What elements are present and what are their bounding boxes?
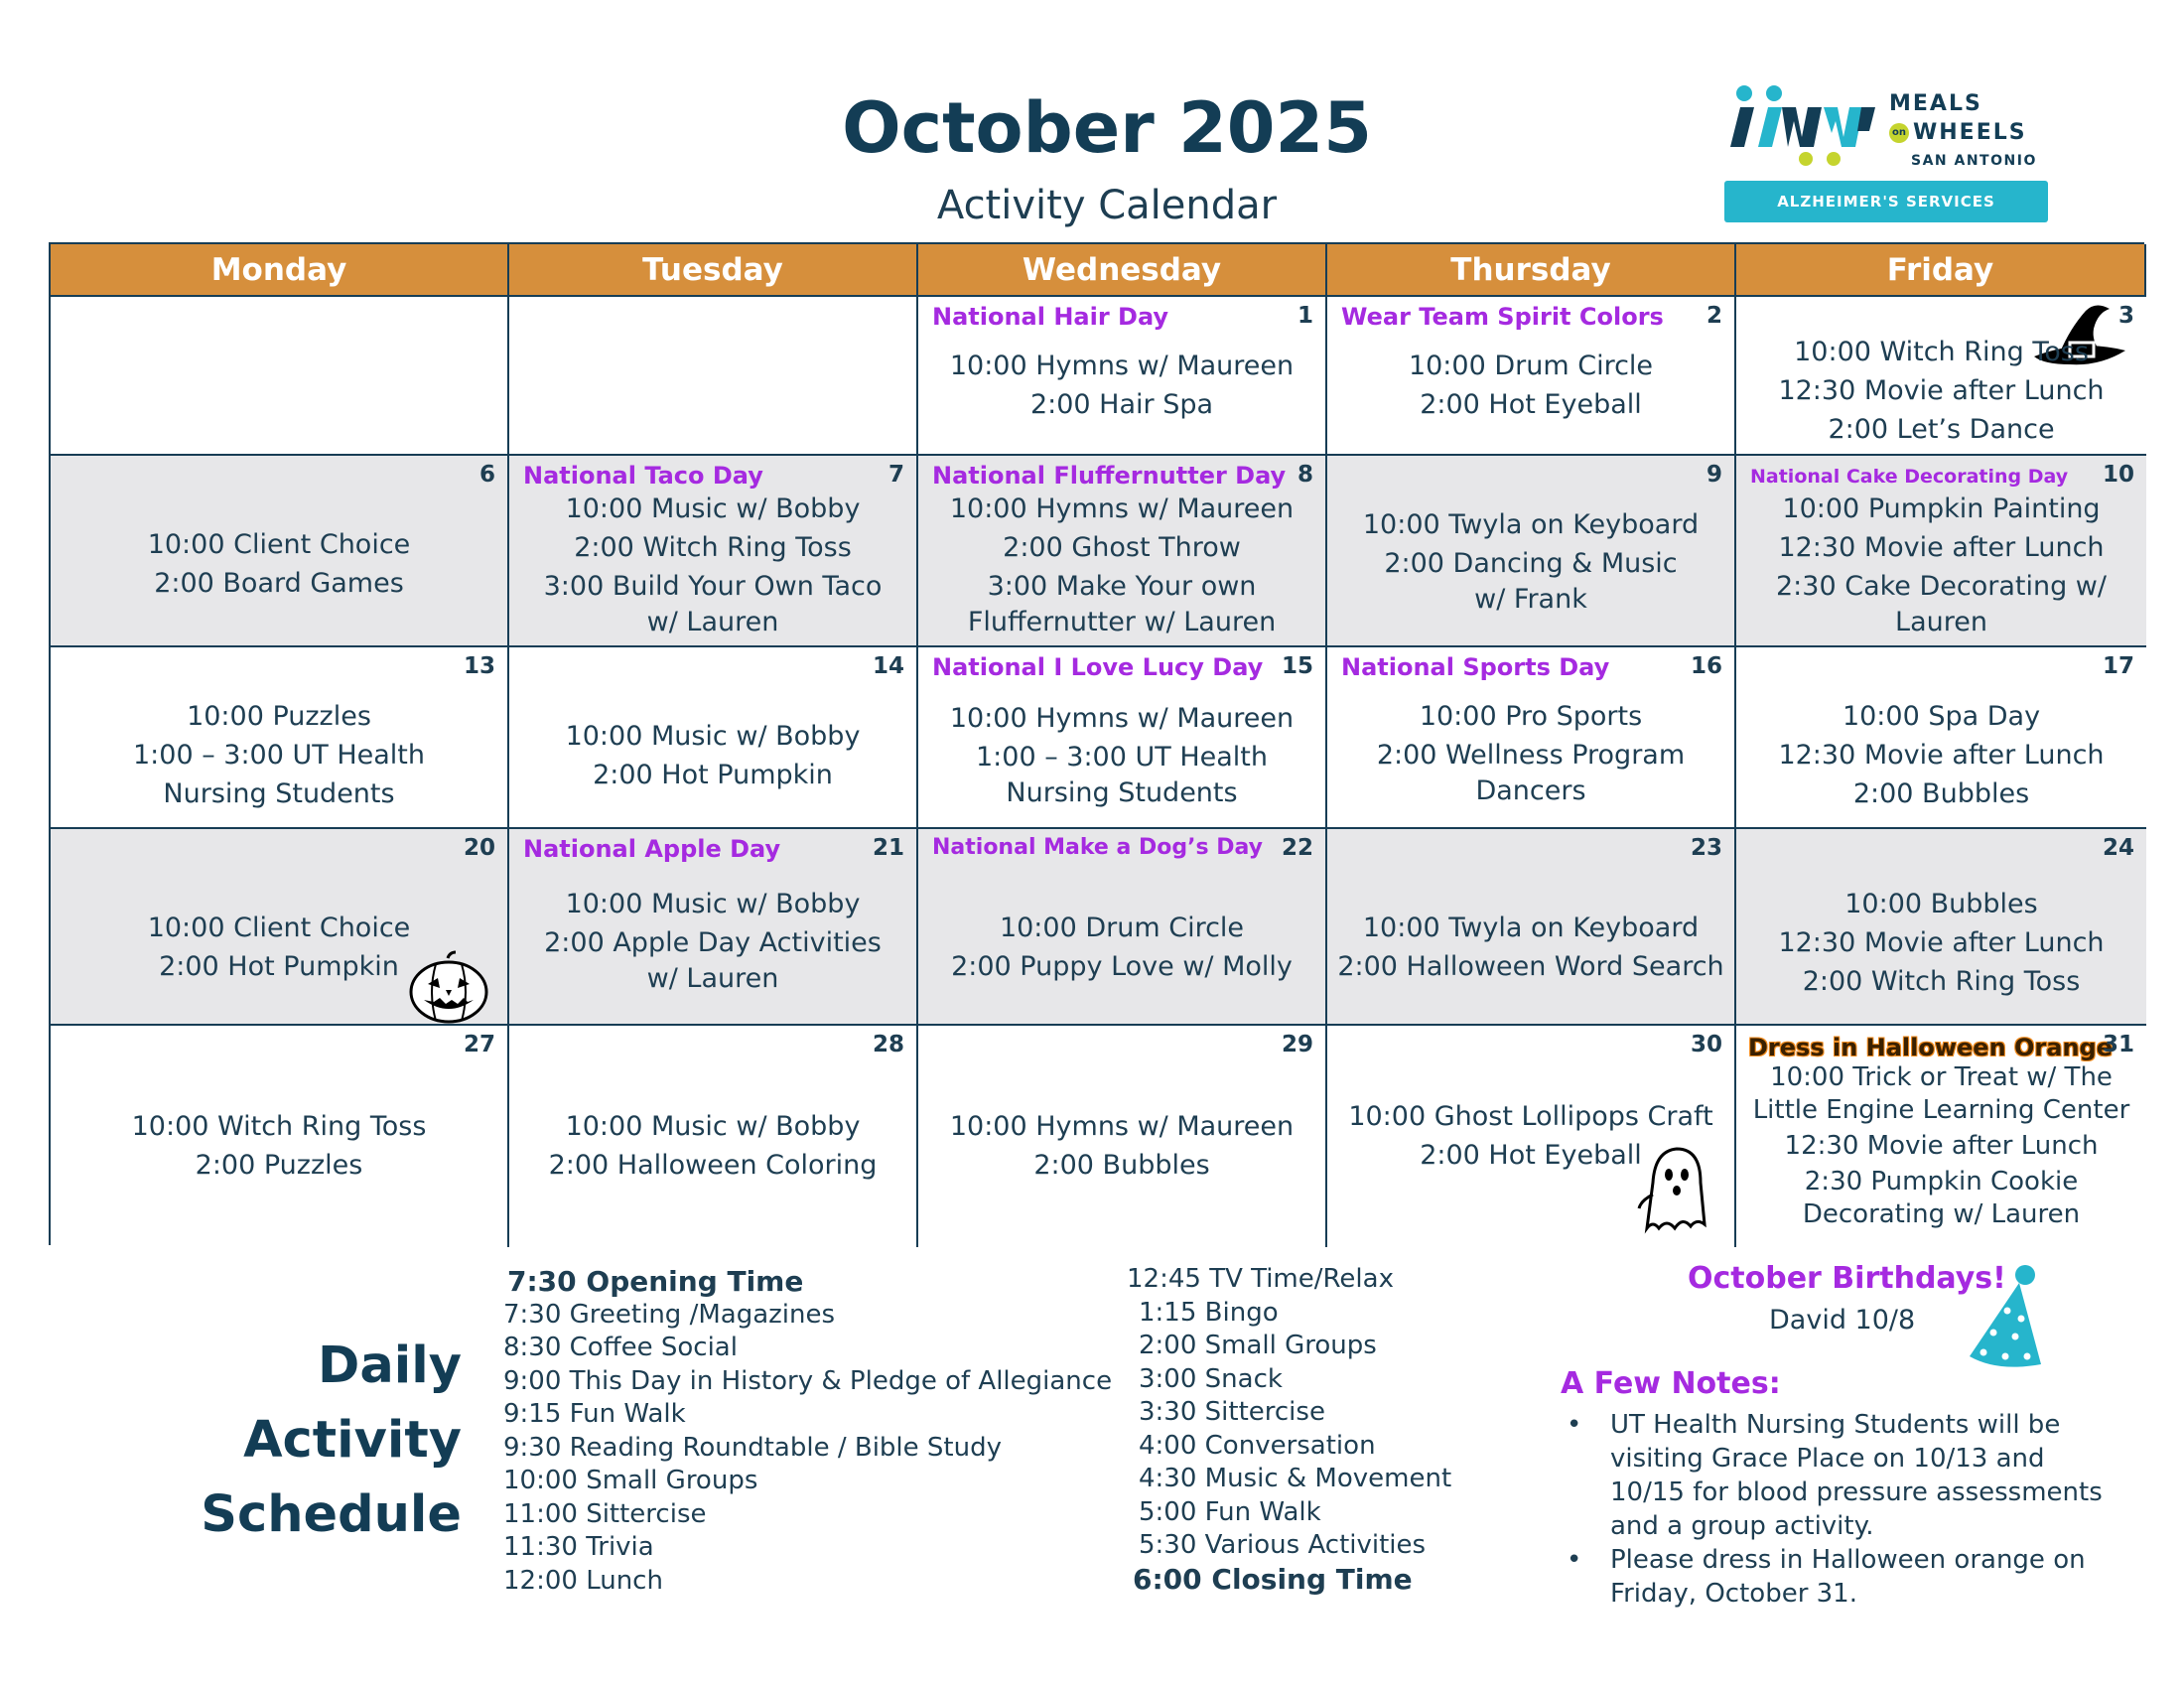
- special-day-label: Dress in Halloween Orange: [1748, 1034, 2113, 1061]
- activity-list: 10:00 Twyla on Keyboard 2:00 Halloween Word Search: [1337, 913, 1724, 982]
- schedule-item: 4:30 Music & Movement: [1139, 1464, 1452, 1493]
- schedule-item: 3:00 Snack: [1139, 1363, 1283, 1394]
- day-cell-30: [1327, 1026, 1736, 1247]
- day-cell-2: [1327, 297, 1736, 456]
- schedule-item: 12:45 TV Time/Relax: [1127, 1264, 1394, 1294]
- schedule-item: 5:00 Fun Walk: [1139, 1496, 1321, 1527]
- schedule-item: 1:15 Bingo: [1139, 1297, 1279, 1328]
- note-item: • Please dress in Halloween orange on Friday, October 31.: [1567, 1545, 2086, 1609]
- calendar-grid: [49, 242, 2144, 1245]
- schedule-item: 9:00 This Day in History & Pledge of Allegiance: [503, 1365, 1113, 1396]
- day-cell-1: [918, 297, 1327, 456]
- meals-on-wheels-logo-icon: [1722, 83, 1881, 169]
- day-cell-13: [51, 647, 509, 829]
- day-number: 15: [1281, 653, 1313, 679]
- day-number: 31: [2102, 1032, 2134, 1057]
- day-cell-17: [1736, 647, 2146, 829]
- activity-list: 10:00 Drum Circle 2:00 Puppy Love w/ Molly: [951, 913, 1293, 982]
- day-cell-21: [509, 829, 918, 1026]
- schedule-item: 10:00 Small Groups: [503, 1466, 758, 1495]
- day-number: 1: [1297, 303, 1313, 329]
- activity-list: 10:00 Client Choice 2:00 Board Games: [147, 529, 411, 599]
- daily-schedule-morning: [503, 1265, 1112, 1598]
- activity-list: 10:00 Hymns w/ Maureen 2:00 Ghost Throw 3:00 Make Your own Fluffernutter w/ Lauren: [949, 493, 1295, 637]
- special-day-label: National Make a Dog’s Day: [932, 835, 1264, 860]
- day-number: 2: [1706, 303, 1722, 329]
- activity-list: 10:00 Puzzles 1:00 – 3:00 UT Health Nursing Students: [132, 701, 425, 809]
- special-day-label: National Sports Day: [1341, 653, 1610, 681]
- weekday-header-monday: Monday: [51, 244, 509, 297]
- day-cell-9: [1327, 456, 1736, 647]
- day-number: 10: [2102, 462, 2134, 488]
- schedule-item: 2:00 Small Groups: [1139, 1331, 1377, 1360]
- activity-list: 10:00 Witch Ring Toss 12:30 Movie after Lunch 2:00 Let’s Dance: [1778, 337, 2105, 445]
- day-number: 23: [1690, 835, 1722, 861]
- day-cell-empty: [51, 297, 509, 456]
- day-number: 28: [872, 1032, 904, 1057]
- activity-list: 10:00 Ghost Lollipops Craft 2:00 Hot Eyeball: [1348, 1101, 1713, 1171]
- birthday-entry: David 10/8: [1769, 1305, 1916, 1336]
- day-cell-27: [51, 1026, 509, 1247]
- weekday-header-tuesday: Tuesday: [509, 244, 918, 297]
- weekday-header-friday: Friday: [1736, 244, 2146, 297]
- weekday-header-thursday: Thursday: [1327, 244, 1736, 297]
- activity-list: 10:00 Client Choice 2:00 Hot Pumpkin: [147, 913, 411, 982]
- day-number: 24: [2102, 835, 2134, 861]
- day-number: 27: [463, 1032, 495, 1057]
- closing-time: 6:00 Closing Time: [1133, 1562, 1413, 1596]
- notes-title: A Few Notes:: [1561, 1366, 1781, 1401]
- special-day-label: National Fluffernutter Day: [932, 462, 1287, 490]
- day-number: 3: [2117, 303, 2134, 329]
- birthdays-title: October Birthdays!: [1688, 1261, 2006, 1296]
- notes-list: [1561, 1408, 2116, 1611]
- day-cell-empty: [509, 297, 918, 456]
- day-number: 22: [1281, 835, 1313, 861]
- day-cell-31: [1736, 1026, 2146, 1247]
- day-number: 13: [463, 653, 495, 679]
- day-cell-3: [1736, 297, 2146, 456]
- schedule-item: 12:00 Lunch: [503, 1565, 663, 1596]
- schedule-item: 3:30 Sittercise: [1139, 1397, 1325, 1427]
- day-number: 30: [1690, 1032, 1722, 1057]
- opening-time: 7:30 Opening Time: [507, 1265, 804, 1298]
- daily-schedule-heading: Daily Activity Schedule: [201, 1336, 462, 1544]
- activity-list: 10:00 Hymns w/ Maureen 2:00 Bubbles: [949, 1111, 1295, 1181]
- day-cell-16: [1327, 647, 1736, 829]
- schedule-item: 8:30 Coffee Social: [503, 1333, 738, 1362]
- day-number: 6: [478, 462, 495, 488]
- schedule-item: 4:00 Conversation: [1139, 1430, 1376, 1461]
- schedule-item: 9:30 Reading Roundtable / Bible Study: [503, 1432, 1002, 1463]
- day-cell-6: [51, 456, 509, 647]
- page-subtitle: Activity Calendar: [936, 183, 1278, 228]
- schedule-item: 9:15 Fun Walk: [503, 1399, 686, 1429]
- party-hat-icon: [1964, 1261, 2045, 1376]
- special-day-label: National Apple Day: [523, 835, 781, 863]
- logo-on-dot: on: [1889, 123, 1909, 143]
- schedule-item: 5:30 Various Activities: [1139, 1530, 1427, 1560]
- day-cell-10: [1736, 456, 2146, 647]
- special-day-label: Wear Team Spirit Colors: [1341, 303, 1664, 331]
- day-cell-24: [1736, 829, 2146, 1026]
- schedule-item: 7:30 Greeting /Magazines: [503, 1299, 836, 1330]
- day-cell-15: [918, 647, 1327, 829]
- activity-list: 10:00 Witch Ring Toss 2:00 Puzzles: [131, 1111, 427, 1181]
- day-number: 7: [887, 462, 904, 488]
- activity-list: 10:00 Drum Circle 2:00 Hot Eyeball: [1408, 351, 1654, 420]
- schedule-item: 11:30 Trivia: [503, 1532, 654, 1562]
- day-cell-7: [509, 456, 918, 647]
- special-day-label: National I Love Lucy Day: [932, 653, 1264, 681]
- day-number: 20: [463, 835, 495, 861]
- jack-o-lantern-icon: [406, 950, 491, 1026]
- activity-list: 10:00 Pumpkin Painting 12:30 Movie after Lunch 2:30 Cake Decorating w/ Lauren: [1776, 493, 2107, 637]
- activity-list: 10:00 Music w/ Bobby 2:00 Halloween Coloring: [548, 1111, 878, 1181]
- day-number: 9: [1706, 462, 1722, 488]
- day-cell-8: [918, 456, 1327, 647]
- note-item: • UT Health Nursing Students will be visiting Grace Place on 10/13 and 10/15 for blood pressure assessments and a group activity.: [1567, 1410, 2103, 1541]
- day-number: 16: [1690, 653, 1722, 679]
- special-day-label: National Taco Day: [523, 462, 763, 490]
- day-number: 17: [2102, 653, 2134, 679]
- special-day-label: National Hair Day: [932, 303, 1169, 331]
- activity-list: 10:00 Spa Day 12:30 Movie after Lunch 2:00 Bubbles: [1778, 701, 2105, 809]
- day-cell-29: [918, 1026, 1327, 1247]
- activity-list: 10:00 Hymns w/ Maureen 1:00 – 3:00 UT Health Nursing Students: [949, 703, 1295, 808]
- day-number: 29: [1281, 1032, 1313, 1057]
- activity-list: 10:00 Music w/ Bobby 2:00 Hot Pumpkin: [565, 721, 861, 790]
- day-cell-28: [509, 1026, 918, 1247]
- day-cell-23: [1327, 829, 1736, 1026]
- logo-wordmark: MEALS on WHEELS SAN ANTONIO: [1889, 91, 2037, 169]
- special-day-label: National Cake Decorating Day: [1750, 466, 2069, 488]
- page-title: October 2025: [842, 87, 1372, 169]
- alzheimers-services-badge: ALZHEIMER'S SERVICES: [1724, 181, 2048, 222]
- day-cell-22: [918, 829, 1327, 1026]
- ghost-icon: [1633, 1143, 1708, 1234]
- activity-list: 10:00 Music w/ Bobby 2:00 Apple Day Activities w/ Lauren: [544, 889, 882, 994]
- meals-on-wheels-logo: [1722, 79, 2060, 228]
- activity-list: 10:00 Trick or Treat w/ The Little Engine Learning Center 12:30 Movie after Lunch 2:30 Pumpkin Cookie Decorating w/ Lauren: [1752, 1062, 2130, 1229]
- schedule-item: 11:00 Sittercise: [503, 1498, 707, 1529]
- activity-list: 10:00 Hymns w/ Maureen 2:00 Hair Spa: [949, 351, 1295, 420]
- activity-list: 10:00 Bubbles 12:30 Movie after Lunch 2:00 Witch Ring Toss: [1778, 889, 2105, 997]
- day-number: 14: [872, 653, 904, 679]
- day-number: 21: [872, 835, 904, 861]
- weekday-header-wednesday: Wednesday: [918, 244, 1327, 297]
- day-cell-14: [509, 647, 918, 829]
- activity-list: 10:00 Pro Sports 2:00 Wellness Program Dancers: [1376, 701, 1686, 806]
- day-cell-20: [51, 829, 509, 1026]
- activity-list: 10:00 Twyla on Keyboard 2:00 Dancing & Music w/ Frank: [1362, 509, 1700, 615]
- daily-schedule-afternoon: [1127, 1263, 1451, 1596]
- day-number: 8: [1297, 462, 1313, 488]
- activity-list: 10:00 Music w/ Bobby 2:00 Witch Ring Toss 3:00 Build Your Own Taco w/ Lauren: [543, 493, 883, 637]
